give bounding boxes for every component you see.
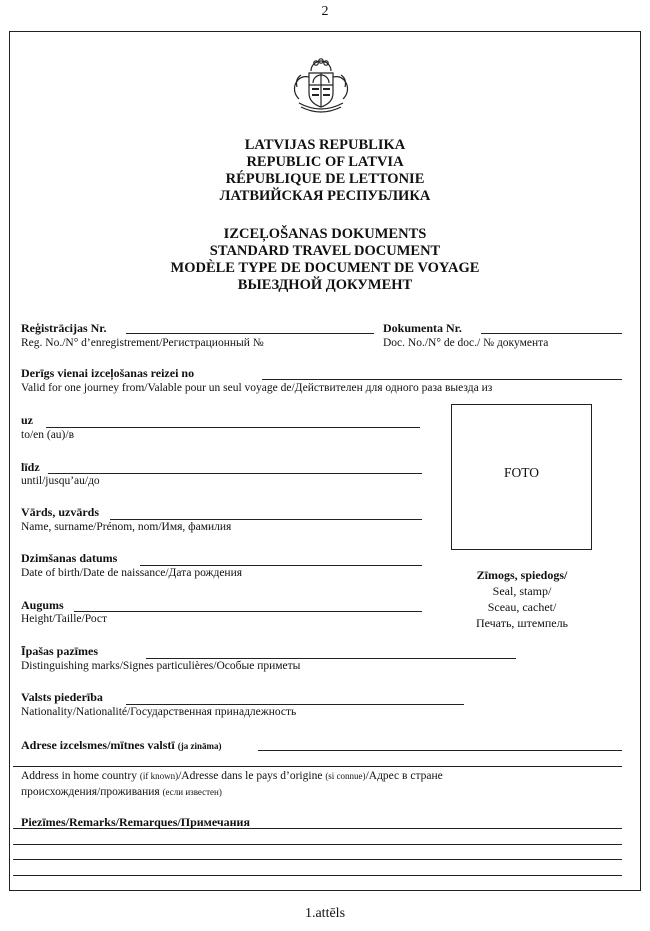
dob-label: Dzimšanas datums bbox=[21, 551, 118, 565]
address-sublabel-line-2 bbox=[21, 786, 222, 798]
remarks-line-4[interactable] bbox=[13, 875, 622, 876]
seal-label-english: Seal, stamp/ bbox=[492, 584, 552, 598]
photo-box bbox=[451, 404, 592, 550]
destination-label: uz bbox=[21, 413, 33, 427]
nationality-sublabel: Nationality/Nationalité/Государственная принадлежность bbox=[21, 706, 297, 718]
reg-number-sublabel: Reg. No./N° d’enregistrement/Регистрационный № bbox=[21, 337, 264, 349]
header-latvian: LATVIJAS REPUBLIKA bbox=[244, 137, 406, 153]
address-sub-fr-note: (si connue) bbox=[325, 771, 366, 781]
nationality-label: Valsts piederība bbox=[21, 690, 103, 704]
height-label: Augums bbox=[21, 598, 64, 612]
doc-number-label: Dokumenta Nr. bbox=[383, 321, 462, 335]
address-field[interactable] bbox=[258, 750, 622, 751]
remarks-line-3[interactable] bbox=[13, 859, 622, 860]
remarks-line-2[interactable] bbox=[13, 844, 622, 845]
nationality-field[interactable] bbox=[126, 704, 464, 705]
remarks-line-1[interactable] bbox=[13, 828, 622, 829]
marks-sublabel: Distinguishing marks/Signes particulières/Особые приметы bbox=[21, 660, 301, 672]
address-label bbox=[21, 738, 222, 753]
reg-number-label: Reģistrācijas Nr. bbox=[21, 321, 107, 335]
remarks-label: Piezīmes/Remarks/Remarques/Примечания bbox=[21, 815, 250, 829]
doc-title-english: STANDARD TRAVEL DOCUMENT bbox=[209, 243, 441, 259]
reg-number-field[interactable] bbox=[126, 333, 374, 334]
name-label: Vārds, uzvārds bbox=[21, 505, 100, 519]
height-field[interactable] bbox=[74, 611, 422, 612]
coat-of-arms-emblem bbox=[289, 57, 353, 113]
photo-label: FOTO bbox=[503, 465, 539, 480]
until-label: līdz bbox=[21, 460, 40, 474]
doc-title-french: MODÈLE TYPE DE DOCUMENT DE VOYAGE bbox=[170, 260, 480, 276]
dob-sublabel: Date of birth/Date de naissance/Дата рождения bbox=[21, 567, 243, 579]
seal-label-french: Sceau, cachet/ bbox=[487, 600, 557, 614]
marks-label: Īpašas pazīmes bbox=[21, 644, 99, 658]
seal-label-latvian: Zīmogs, spiedogs/ bbox=[476, 568, 568, 582]
doc-title-russian: ВЫЕЗДНОЙ ДОКУМЕНТ bbox=[237, 277, 413, 293]
address-sub-ru: /Адрес в стране bbox=[365, 770, 443, 782]
name-field[interactable] bbox=[110, 519, 422, 520]
address-sub-ru-2: происхождения/проживания bbox=[21, 786, 160, 798]
address-sub-fr: /Adresse dans le pays d’origine bbox=[178, 770, 323, 782]
valid-from-sublabel: Valid for one journey from/Valable pour un seul voyage de/Действителен для одного раза выезда из bbox=[21, 382, 493, 394]
destination-field[interactable] bbox=[46, 427, 420, 428]
header-russian: ЛАТВИЙСКАЯ РЕСПУБЛИКА bbox=[219, 188, 431, 204]
address-field-line-2[interactable] bbox=[13, 766, 622, 767]
page-number: 2 bbox=[321, 4, 329, 19]
address-sublabel-line-1 bbox=[21, 770, 443, 782]
header-french: RÉPUBLIQUE DE LETTONIE bbox=[225, 171, 425, 187]
dob-field[interactable] bbox=[140, 565, 422, 566]
name-sublabel: Name, surname/Prénom, nom/Имя, фамилия bbox=[21, 521, 232, 533]
marks-field[interactable] bbox=[146, 658, 516, 659]
doc-title-latvian: IZCEĻOŠANAS DOKUMENTS bbox=[223, 226, 427, 242]
header-english: REPUBLIC OF LATVIA bbox=[246, 154, 404, 170]
seal-label-russian: Печать, штемпель bbox=[475, 616, 569, 630]
address-sub-en: Address in home country bbox=[21, 770, 137, 782]
address-label-note: (ja zināma) bbox=[177, 741, 222, 751]
height-sublabel: Height/Taille/Рост bbox=[21, 613, 107, 625]
destination-sublabel: to/en (au)/в bbox=[21, 429, 75, 441]
valid-from-label: Derīgs vienai izceļošanas reizei no bbox=[21, 366, 195, 380]
until-field[interactable] bbox=[48, 473, 422, 474]
address-label-text: Adrese izcelsmes/mītnes valstī bbox=[21, 738, 175, 752]
doc-number-sublabel: Doc. No./N° de doc./ № документа bbox=[383, 337, 549, 349]
valid-from-field[interactable] bbox=[262, 379, 622, 380]
until-sublabel: until/jusqu’au/до bbox=[21, 475, 100, 487]
address-sub-ru-note: (если известен) bbox=[162, 787, 222, 797]
doc-number-field[interactable] bbox=[481, 333, 622, 334]
address-sub-en-note: (if known) bbox=[139, 771, 179, 781]
figure-caption: 1.attēls bbox=[304, 906, 346, 921]
